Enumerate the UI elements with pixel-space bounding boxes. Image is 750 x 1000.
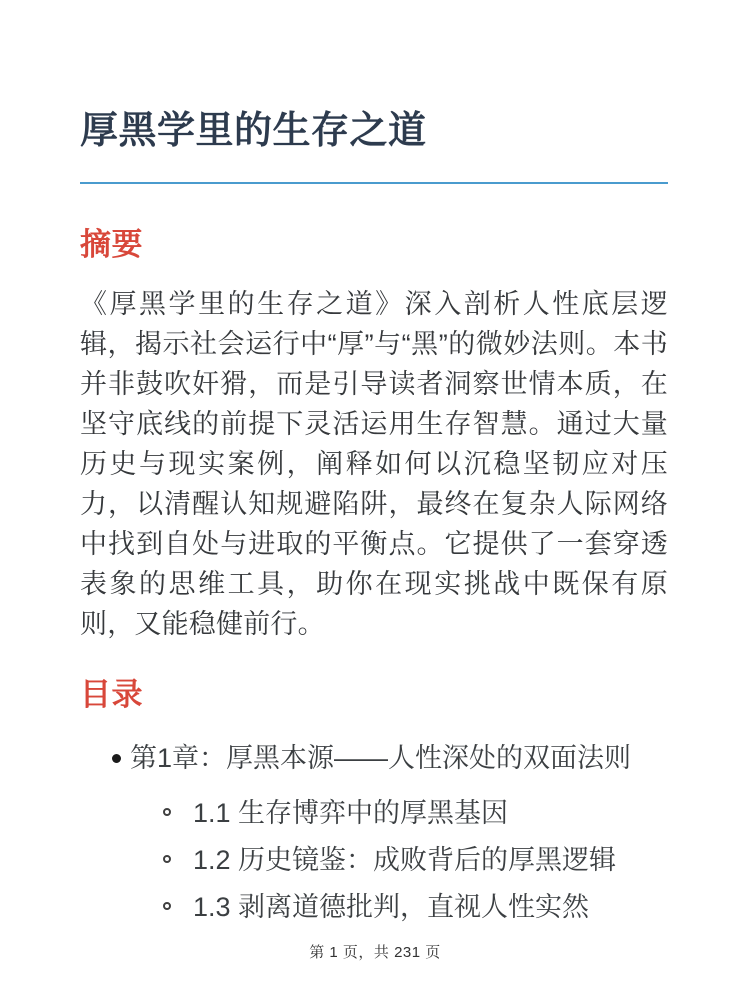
bullet-circle-icon [163,902,171,910]
abstract-text: 《厚黑学里的生存之道》深入剖析人性底层逻辑，揭示社会运行中“厚”与“黑”的微妙法则。本书并非鼓吹奸猾，而是引导读者洞察世情本质，在坚守底线的前提下灵活运用生存智慧。通过大量历史与现实案例，阐释如何以沉稳坚韧应对压力，以清醒认知规避陷阱，最终在复杂人际网络中找到自处与进取的平衡点。它提供了一套穿透表象的思维工具，助你在现实挑战中既保有原则，又能稳健前行。 [80,289,668,639]
toc-section-item [130,893,668,921]
toc-list [80,744,668,921]
toc-section-label: 1.2 历史镜鉴：成败背后的厚黑逻辑 [193,845,617,875]
toc-heading: 目录 [80,677,143,712]
page-title: 厚黑学里的生存之道 [80,110,427,152]
abstract-heading: 摘要 [80,227,143,262]
toc-chapter-label: 第1章：厚黑本源——人性深处的双面法则 [130,743,632,773]
page-number-indicator: 第 1 页，共 231 页 [309,944,441,961]
bullet-circle-icon [163,808,171,816]
title-divider [80,182,668,184]
toc-section-label: 1.3 剥离道德批判，直视人性实然 [193,892,590,922]
toc-section-label: 1.1 生存博弈中的厚黑基因 [193,798,509,828]
toc-chapter-item [80,744,668,921]
bullet-circle-icon [163,855,171,863]
toc-section-item [130,799,668,827]
toc-sublist [130,799,668,921]
bullet-disc-icon [112,754,121,763]
toc-section-item [130,846,668,874]
